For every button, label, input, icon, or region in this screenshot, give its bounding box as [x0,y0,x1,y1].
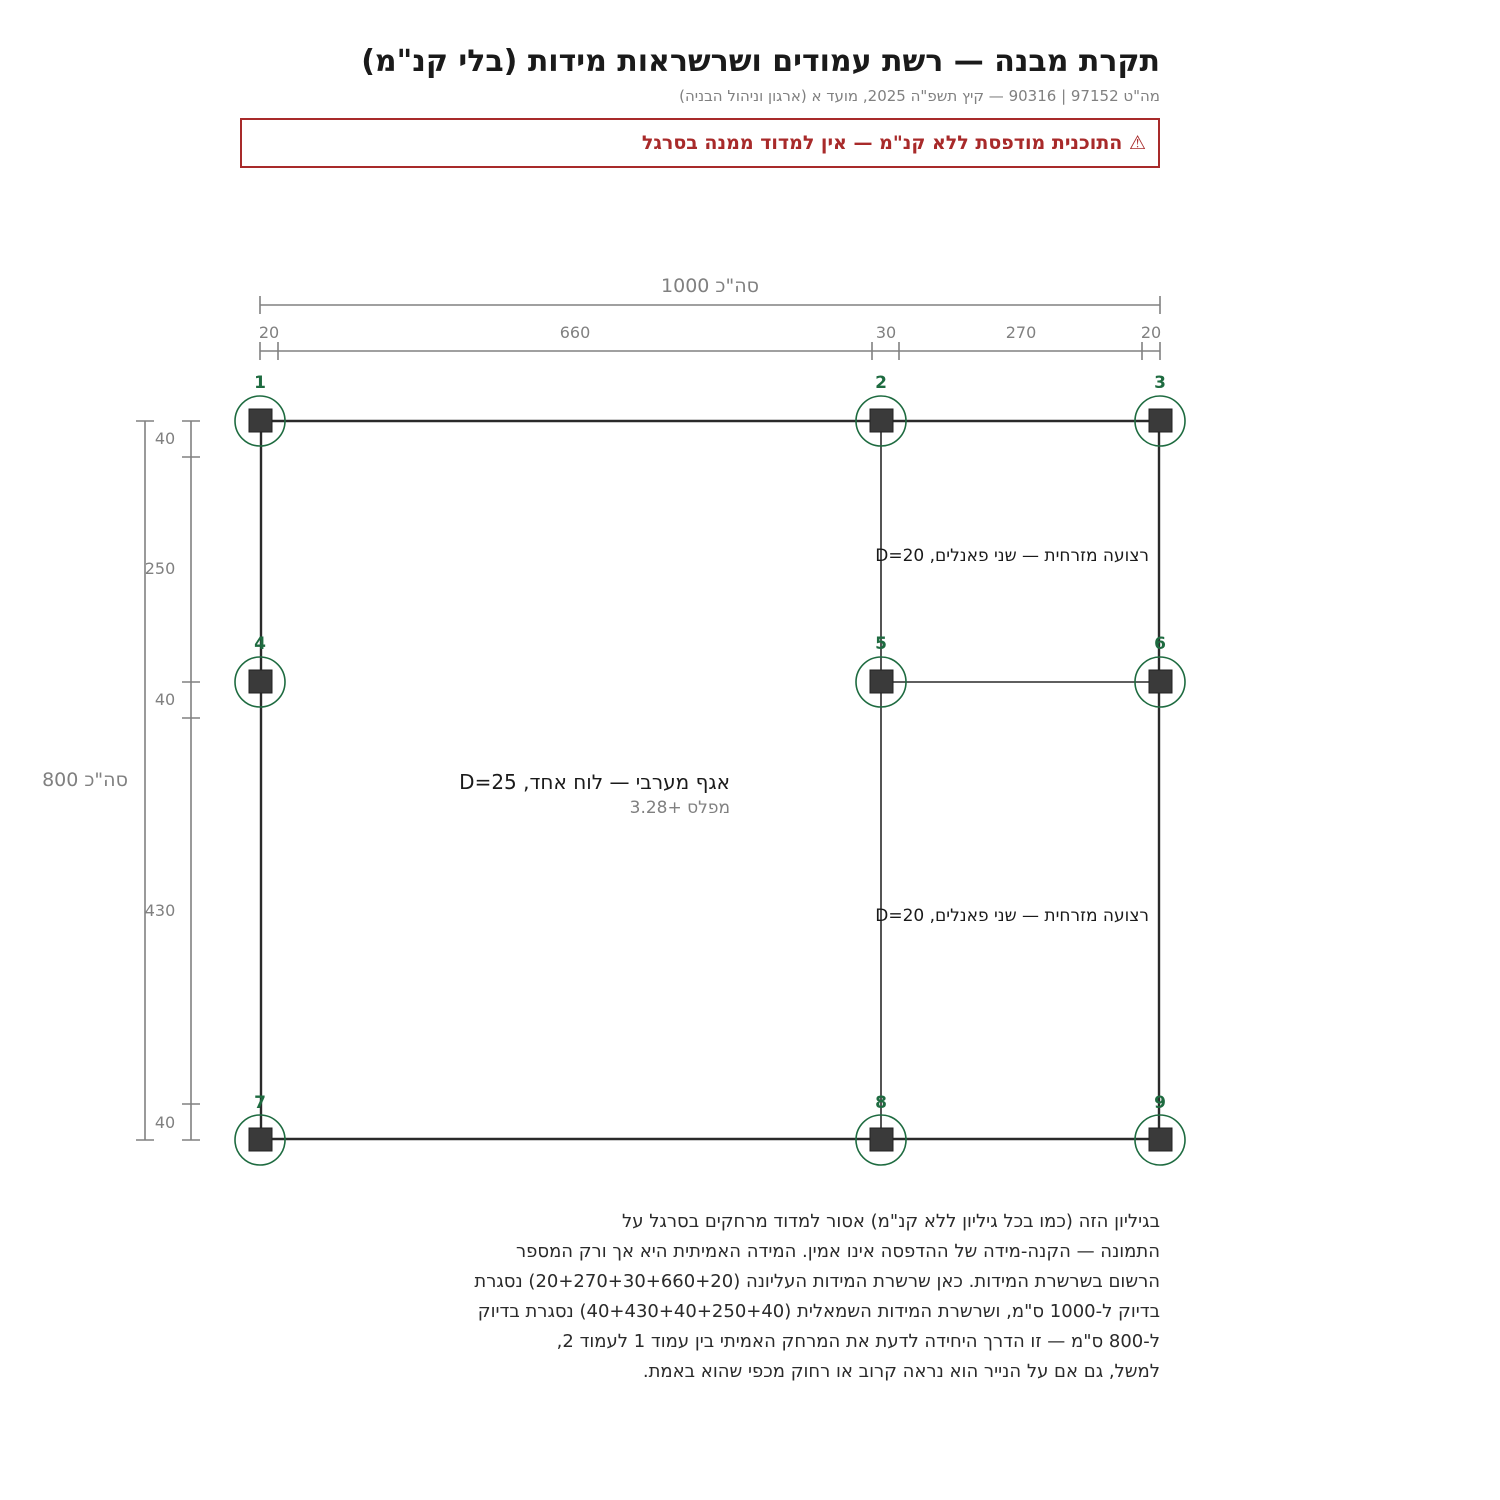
column-label-9: 9 [1154,1093,1166,1113]
note-line: בדיוק ל-1000 ס"מ, ושרשרת המידות השמאלית (40+430+40+250+40) נסגרת בדיוק [477,1301,1160,1322]
column-label-3: 3 [1154,373,1166,393]
column-label-4: 4 [254,634,266,654]
column-label-8: 8 [875,1093,887,1113]
left-chain-segment-2: 250 [144,559,176,578]
column-label-7: 7 [254,1093,266,1113]
left-chain-dimension [182,421,200,1140]
left-total-dimension [136,421,154,1140]
left-chain-segment-5: 40 [154,1113,176,1132]
top-chain-segment-1: 20 [258,323,280,342]
column-label-2: 2 [875,373,887,393]
scale-warning-text: ⚠ התוכנית מודפסת ללא קנ"מ — אין למדוד ממנה בסרגל [641,132,1146,154]
floor-level-label: מפלס +3.28 [629,798,730,818]
column-7 [235,1093,285,1165]
page-title: תקרת מבנה — רשת עמודים ושרשראות מידות (בלי קנ"מ) [361,44,1160,79]
column-8 [856,1093,906,1165]
top-chain-segment-4: 270 [1005,323,1037,342]
left-chain-segment-4: 430 [144,901,176,920]
top-total-dimension [260,296,1160,314]
west-wing-label: אגף מערבי — לוח אחד, D=25 [459,770,730,794]
page-subtitle: מה"ט 97152 | 90316 — קיץ תשפ"ה 2025, מועד א (ארגון וניהול הבניה) [679,87,1160,105]
east-strip-bottom-label: רצועה מזרחית — שני פאנלים, D=20 [875,906,1149,926]
note-line: למשל, גם אם על הנייר הוא נראה קרוב או רחוק מכפי שהוא באמת. [642,1361,1160,1382]
left-chain-segment-3: 40 [154,690,176,709]
note-line: הרשום בשרשרת המידות. כאן שרשרת המידות העליונה (20+270+30+660+20) נסגרת [474,1271,1160,1292]
top-total-label: סה"כ 1000 [661,275,759,297]
note-line: התמונה — הקנה-מידה של ההדפסה אינו אמין. המידה האמיתית היא אך ורק המספר [515,1241,1160,1262]
note-line: בגיליון הזה (כמו בכל גיליון ללא קנ"מ) אסור למדוד מרחקים בסרגל על [621,1211,1160,1232]
top-chain-dimension [260,342,1160,360]
top-chain-segment-3: 30 [875,323,897,342]
column-label-1: 1 [254,373,266,393]
note-line: ל-800 ס"מ — זו הדרך היחידה לדעת את המרחק האמיתי בין עמוד 1 לעמוד 2, [556,1331,1160,1352]
column-label-6: 6 [1154,634,1166,654]
top-chain-segment-2: 660 [559,323,591,342]
top-chain-segment-5: 20 [1140,323,1162,342]
east-strip-top-label: רצועה מזרחית — שני פאנלים, D=20 [875,546,1149,566]
left-total-label: סה"כ 800 [42,769,128,791]
column-label-5: 5 [875,634,887,654]
column-9 [1135,1093,1185,1165]
explanatory-note [380,1207,1160,1387]
left-chain-segment-1: 40 [154,429,176,448]
